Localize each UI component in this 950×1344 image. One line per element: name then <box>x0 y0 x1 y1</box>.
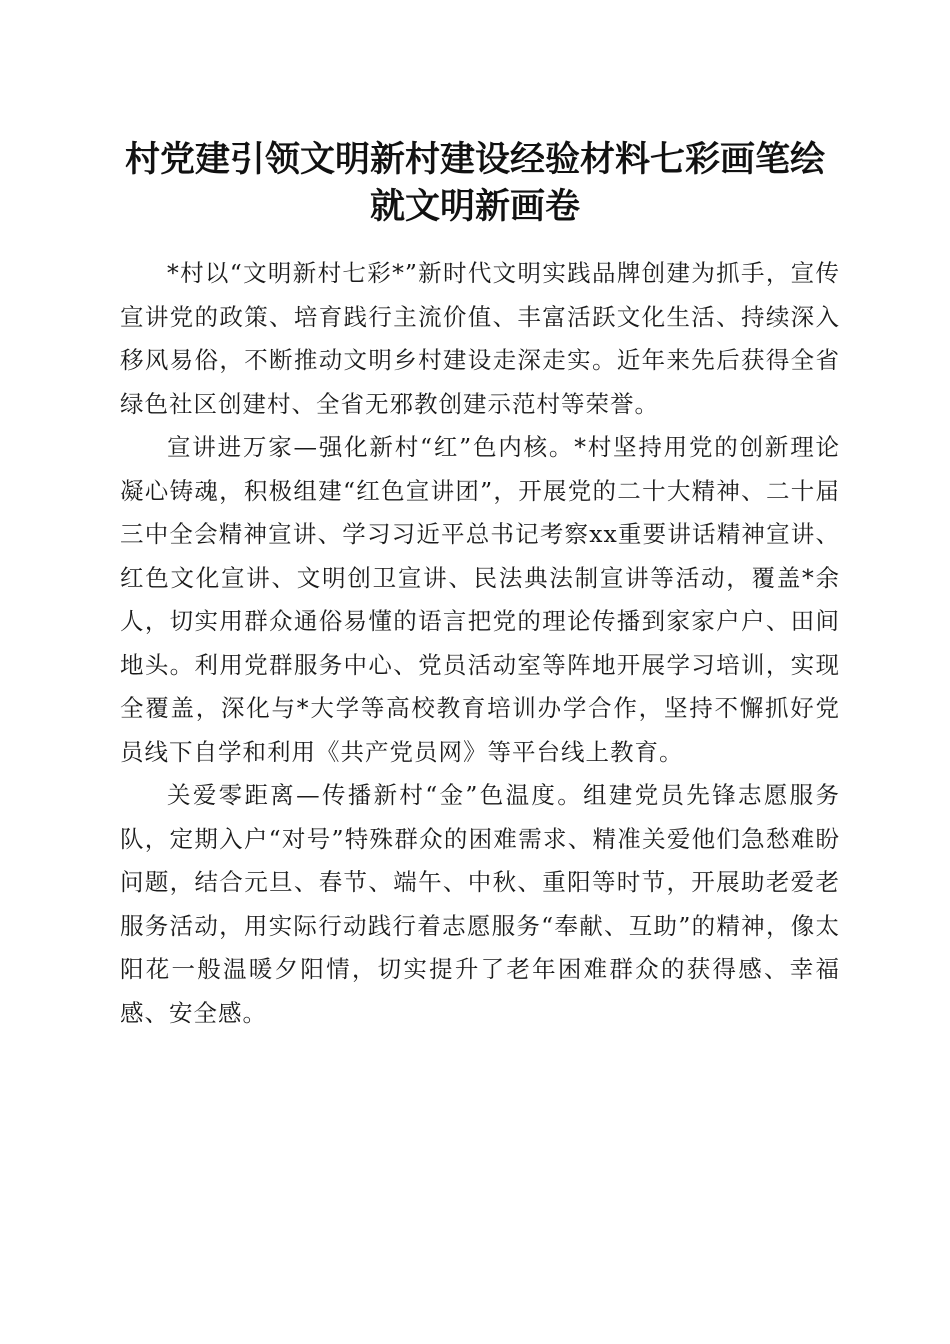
paragraph-gold-warmth: 关爱零距离—传播新村“金”色温度。组建党员先锋志愿服务队，定期入户“对号”特殊群众的困难需求、精准关爱他们急愁难盼问题，结合元旦、春节、端午、中秋、重阳等时节，开展助老爱老服务活动，用实际行动践行着志愿服务“奉献、互助”的精神，像太阳花一般温暖夕阳情，切实提升了老年困难群众的获得感、幸福感、安全感。 <box>120 781 840 1027</box>
paragraph-intro: *村以“文明新村七彩*”新时代文明实践品牌创建为抓手，宣传宣讲党的政策、培育践行主流价值、丰富活跃文化生活、持续深入移风易俗，不断推动文明乡村建设走深走实。近年来先后获得全省绿色社区创建村、全省无邪教创建示范村等荣誉。 <box>120 259 840 418</box>
document-title-line-1: 村党建引领文明新村建设经验材料七彩画笔绘 <box>124 139 825 180</box>
document-title-line-2: 就文明新画卷 <box>369 186 580 227</box>
paragraph-red-core: 宣讲进万家—强化新村“红”色内核。*村坚持用党的创新理论凝心铸魂，积极组建“红色宣讲团”，开展党的二十大精神、二十届三中全会精神宣讲、学习习近平总书记考察xx重要讲话精神宣讲、红色文化宣讲、文明创卫宣讲、民法典法制宣讲等活动，覆盖*余人，切实用群众通俗易懂的语言把党的理论传播到家家户户、田间地头。利用党群服务中心、党员活动室等阵地开展学习培训，实现全覆盖，深化与*大学等高校教育培训办学合作，坚持不懈抓好党员线下自学和利用《共产党员网》等平台线上教育。 <box>120 433 840 766</box>
document-body <box>120 252 840 1035</box>
